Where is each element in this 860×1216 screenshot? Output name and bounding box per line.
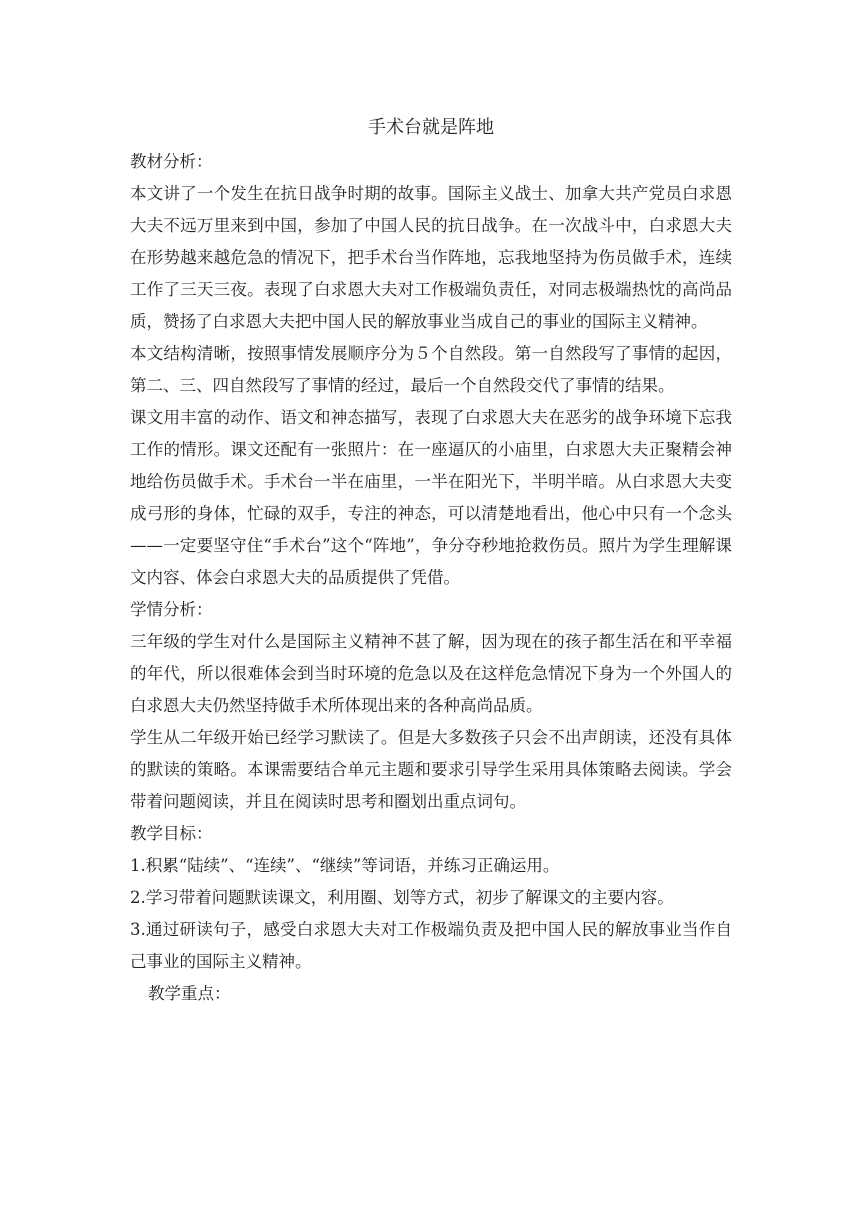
teaching-goal-3: 3.通过研读句子，感受白求恩大夫对工作极端负责及把中国人民的解放事业当作自己事业的国际主义精神。 — [130, 920, 732, 971]
document-body — [130, 112, 732, 1010]
section-heading-learner-analysis: 学情分析： — [130, 600, 213, 619]
teaching-goal-2: 2.学习带着问题默读课文，利用圈、划等方式，初步了解课文的主要内容。 — [130, 888, 674, 907]
paragraph-textbook-analysis-2: 本文结构清晰，按照事情发展顺序分为５个自然段。第一自然段写了事情的起因，第二、三、四自然段写了事情的经过，最后一个自然段交代了事情的结果。 — [130, 344, 732, 395]
teaching-goal-1: 1.积累“陆续”、“连续”、“继续”等词语，并练习正确运用。 — [130, 856, 560, 875]
section-heading-teaching-goals: 教学目标： — [130, 824, 213, 843]
paragraph-textbook-analysis-3: 课文用丰富的动作、语文和神态描写，表现了白求恩大夫在恶劣的战争环境下忘我工作的情形。课文还配有一张照片：在一座逼仄的小庙里，白求恩大夫正聚精会神地给伤员做手术。手术台一半在庙里，一半在阳光下，半明半暗。从白求恩大夫变成弓形的身体，忙碌的双手，专注的神态，可以清楚地看出，他心中只有一个念头——一定要坚守住“手术台”这个“阵地”，争分夺秒地抢救伤员。照片为学生理解课文内容、体会白求恩大夫的品质提供了凭借。 — [130, 408, 732, 587]
paragraph-learner-analysis-2: 学生从二年级开始已经学习默读了。但是大多数孩子只会不出声朗读，还没有具体的默读的策略。本课需要结合单元主题和要求引导学生采用具体策略去阅读。学会带着问题阅读，并且在阅读时思考和圈划出重点词句。 — [130, 728, 732, 811]
section-heading-textbook-analysis: 教材分析： — [130, 152, 213, 171]
section-heading-teaching-key-points: 教学重点： — [148, 984, 231, 1003]
paragraph-textbook-analysis-1: 本文讲了一个发生在抗日战争时期的故事。国际主义战士、加拿大共产党员白求恩大夫不远万里来到中国，参加了中国人民的抗日战争。在一次战斗中，白求恩大夫在形势越来越危急的情况下，把手术台当作阵地，忘我地坚持为伤员做手术，连续工作了三天三夜。表现了白求恩大夫对工作极端负责任，对同志极端热忱的高尚品质，赞扬了白求恩大夫把中国人民的解放事业当成自己的事业的国际主义精神。 — [130, 184, 732, 331]
paragraph-learner-analysis-1: 三年级的学生对什么是国际主义精神不甚了解，因为现在的孩子都生活在和平幸福的年代，所以很难体会到当时环境的危急以及在这样危急情况下身为一个外国人的白求恩大夫仍然坚持做手术所体现出来的各种高尚品质。 — [130, 632, 732, 715]
document-title: 手术台就是阵地 — [368, 117, 494, 138]
